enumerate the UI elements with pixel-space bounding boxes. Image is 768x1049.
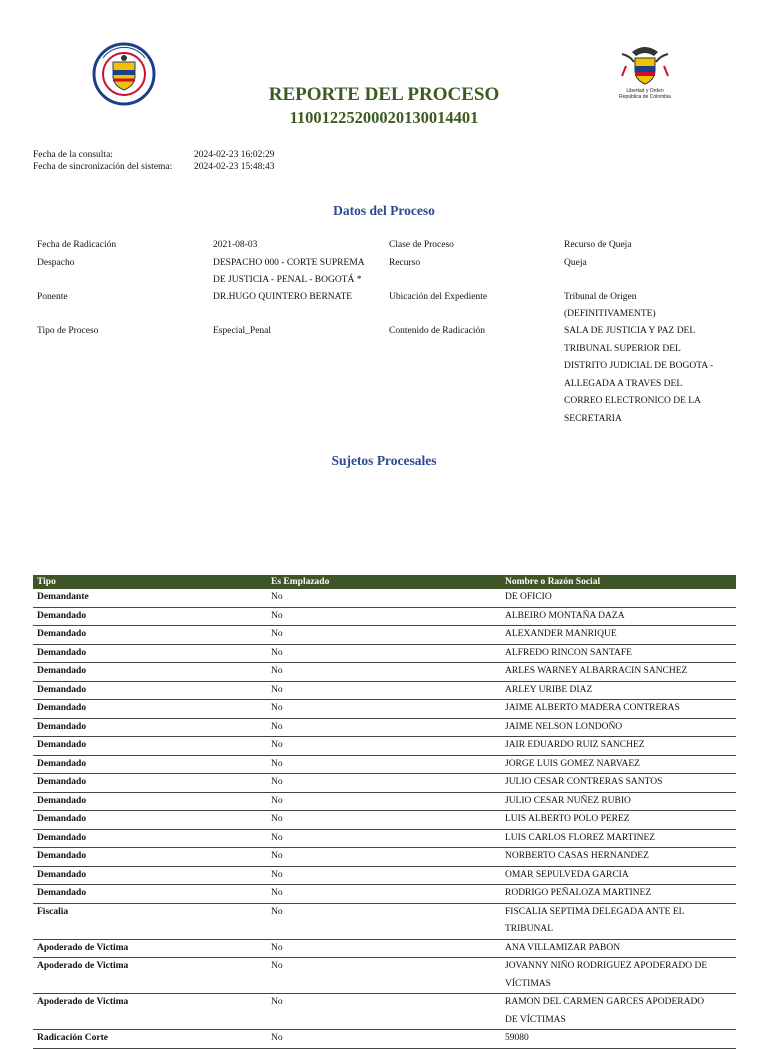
cell-tipo: Demandado — [33, 885, 267, 904]
cell-nombre — [501, 681, 736, 700]
nombre-line: VÍCTIMAS — [505, 978, 551, 989]
contenido-line-5: CORREO ELECTRONICO DE LA — [564, 396, 701, 406]
cell-tipo: Apoderado de Victima — [33, 958, 267, 994]
fecha-radicacion-label: Fecha de Radicación — [37, 240, 117, 250]
cell-tipo: Demandado — [33, 644, 267, 663]
cell-tipo: Demandado — [33, 700, 267, 719]
cell-tipo: Fiscalia — [33, 903, 267, 939]
table-row — [33, 700, 736, 719]
nombre-line: JORGE LUIS GOMEZ NARVAEZ — [505, 758, 640, 769]
cell-emplazado: No — [267, 866, 501, 885]
contenido-label: Contenido de Radicación — [389, 326, 486, 336]
cell-emplazado: No — [267, 958, 501, 994]
nombre-line: JAIR EDUARDO RUIZ SANCHEZ — [505, 740, 645, 750]
nombre-line: OMAR SEPULVEDA GARCIA — [505, 869, 629, 880]
table-row — [33, 811, 736, 830]
ubicacion-line-2: (DEFINITIVAMENTE) — [564, 309, 656, 319]
cell-nombre — [501, 589, 736, 607]
nombre-line: FISCALIA SEPTIMA DELEGADA ANTE EL — [505, 906, 685, 917]
clase-value: Recurso de Queja — [564, 240, 632, 250]
cell-emplazado: No — [267, 939, 501, 958]
tipo-proceso-value: Especial_Penal — [213, 326, 272, 336]
cell-emplazado: No — [267, 700, 501, 719]
datos-section-title: Datos del Proceso — [333, 203, 435, 218]
cell-nombre — [501, 755, 736, 774]
table-row — [33, 792, 736, 811]
cell-nombre — [501, 607, 736, 626]
despacho-label: Despacho — [37, 258, 75, 268]
nombre-line: ALEXANDER MANRIQUE — [505, 629, 617, 639]
table-row — [33, 866, 736, 885]
table-row — [33, 681, 736, 700]
cell-tipo: Demandado — [33, 755, 267, 774]
nombre-line: ALBEIRO MONTAÑA DAZA — [505, 610, 625, 621]
nombre-line: ARLEY URIBE DIAZ — [505, 684, 593, 695]
cell-tipo: Demandado — [33, 866, 267, 885]
despacho-line-2: DE JUSTICIA - PENAL - BOGOTÁ * — [213, 275, 362, 285]
cell-emplazado: No — [267, 663, 501, 682]
cell-tipo: Demandado — [33, 848, 267, 867]
cell-tipo: Demandado — [33, 792, 267, 811]
cell-emplazado: No — [267, 718, 501, 737]
cell-emplazado: No — [267, 994, 501, 1030]
table-row — [33, 848, 736, 867]
table-row — [33, 718, 736, 737]
table-row — [33, 589, 736, 607]
cell-emplazado: No — [267, 681, 501, 700]
nombre-line: ANA VILLAMIZAR PABON — [505, 942, 621, 953]
cell-emplazado: No — [267, 848, 501, 867]
contenido-line-3: DISTRITO JUDICIAL DE BOGOTA - — [564, 361, 714, 371]
col-emplazado-header: Es Emplazado — [267, 575, 501, 589]
cell-nombre — [501, 903, 736, 939]
fecha-sync-value: 2024-02-23 15:48:43 — [194, 162, 275, 172]
cell-tipo: Demandado — [33, 718, 267, 737]
fecha-sync-row — [33, 161, 274, 173]
nombre-line: 59080 — [505, 1033, 529, 1043]
cell-nombre — [501, 644, 736, 663]
report-title: REPORTE DEL PROCESO — [268, 84, 500, 105]
cell-emplazado: No — [267, 774, 501, 793]
cell-emplazado: No — [267, 829, 501, 848]
table-row — [33, 939, 736, 958]
nombre-line: JULIO CESAR CONTRERAS SANTOS — [505, 777, 663, 787]
nombre-line: TRIBUNAL — [505, 924, 554, 934]
cell-tipo: Demandado — [33, 607, 267, 626]
ubicacion-label: Ubicación del Expediente — [389, 292, 488, 302]
col-nombre-header: Nombre o Razón Social — [501, 575, 736, 589]
table-row — [33, 755, 736, 774]
cell-nombre — [501, 700, 736, 719]
col-tipo-header: Tipo — [33, 575, 267, 589]
cell-emplazado: No — [267, 626, 501, 645]
contenido-line-4: ALLEGADA A TRAVES DEL — [564, 378, 683, 389]
sujetos-header-row — [33, 575, 736, 589]
table-row — [33, 958, 736, 994]
cell-tipo: Demandante — [33, 589, 267, 607]
cell-tipo: Demandado — [33, 681, 267, 700]
cell-emplazado: No — [267, 607, 501, 626]
cell-nombre — [501, 792, 736, 811]
table-row — [33, 626, 736, 645]
cell-emplazado: No — [267, 903, 501, 939]
table-row — [33, 885, 736, 904]
table-row — [33, 644, 736, 663]
cell-nombre — [501, 939, 736, 958]
sujetos-section-title: Sujetos Procesales — [331, 453, 437, 468]
table-row — [33, 994, 736, 1030]
cell-tipo: Radicación Corte — [33, 1030, 267, 1049]
table-row — [33, 737, 736, 756]
nombre-line: DE OFICIO — [505, 592, 552, 602]
process-number: 11001225200020130014401 — [289, 108, 479, 127]
cell-emplazado: No — [267, 737, 501, 756]
ubicacion-line-1: Tribunal de Origen — [564, 292, 637, 302]
fecha-consulta-value: 2024-02-23 16:02:29 — [194, 150, 275, 160]
cell-nombre — [501, 958, 736, 994]
contenido-line-1: SALA DE JUSTICIA Y PAZ DEL — [564, 326, 696, 336]
cell-nombre — [501, 811, 736, 830]
table-row — [33, 829, 736, 848]
table-row — [33, 607, 736, 626]
cell-emplazado: No — [267, 589, 501, 607]
fecha-sync-label: Fecha de sincronización del sistema: — [33, 162, 173, 172]
recurso-value: Queja — [564, 258, 587, 268]
cell-nombre — [501, 663, 736, 682]
contenido-line-6: SECRETARIA — [564, 413, 622, 424]
cell-emplazado: No — [267, 885, 501, 904]
nombre-line: JOVANNY NIÑO RODRIGUEZ APODERADO DE — [505, 961, 708, 971]
cell-emplazado: No — [267, 792, 501, 811]
cell-nombre — [501, 829, 736, 848]
nombre-line: JULIO CESAR NUÑEZ RUBIO — [505, 795, 631, 806]
ponente-value: DR.HUGO QUINTERO BERNATE — [213, 292, 353, 302]
nombre-line: RODRIGO PEÑALOZA MARTINEZ — [505, 888, 652, 898]
cell-nombre — [501, 885, 736, 904]
cell-tipo: Demandado — [33, 811, 267, 830]
table-row — [33, 663, 736, 682]
fecha-radicacion-value: 2021-08-03 — [213, 240, 258, 250]
fecha-consulta-label: Fecha de la consulta: — [33, 150, 113, 160]
cell-nombre — [501, 866, 736, 885]
cell-emplazado: No — [267, 644, 501, 663]
ponente-label: Ponente — [37, 292, 68, 302]
cell-nombre — [501, 718, 736, 737]
cell-nombre — [501, 848, 736, 867]
nombre-line: DE VÍCTIMAS — [505, 1014, 566, 1025]
contenido-line-2: TRIBUNAL SUPERIOR DEL — [564, 343, 681, 354]
nombre-line: RAMON DEL CARMEN GARCES APODERADO — [505, 997, 705, 1007]
cell-emplazado: No — [267, 1030, 501, 1049]
cell-tipo: Apoderado de Victima — [33, 939, 267, 958]
table-row — [33, 1030, 736, 1049]
cell-nombre — [501, 994, 736, 1030]
clase-label: Clase de Proceso — [389, 240, 454, 250]
nombre-line: JAIME NELSON LONDOÑO — [505, 721, 623, 732]
nombre-line: ALFREDO RINCON SANTAFE — [505, 647, 632, 658]
cell-tipo: Demandado — [33, 737, 267, 756]
cell-tipo: Demandado — [33, 829, 267, 848]
nombre-line: LUIS ALBERTO POLO PEREZ — [505, 814, 630, 824]
cell-tipo: Demandado — [33, 774, 267, 793]
cell-emplazado: No — [267, 811, 501, 830]
fecha-consulta-row — [33, 149, 274, 161]
tipo-proceso-label: Tipo de Proceso — [37, 326, 99, 336]
cell-tipo: Apoderado de Victima — [33, 994, 267, 1030]
cell-nombre — [501, 626, 736, 645]
nombre-line: JAIME ALBERTO MADERA CONTRERAS — [505, 703, 680, 713]
table-row — [33, 903, 736, 939]
recurso-label: Recurso — [389, 258, 421, 268]
cell-tipo: Demandado — [33, 663, 267, 682]
right-logo-caption-2: República de Colombia — [619, 94, 671, 100]
right-logo-caption-1: Libertad y Orden — [626, 88, 664, 94]
cell-nombre — [501, 1030, 736, 1049]
cell-emplazado: No — [267, 755, 501, 774]
nombre-line: ARLES WARNEY ALBARRACIN SANCHEZ — [505, 666, 688, 676]
sujetos-table — [33, 575, 736, 1049]
despacho-line-1: DESPACHO 000 - CORTE SUPREMA — [213, 258, 365, 268]
cell-tipo: Demandado — [33, 626, 267, 645]
nombre-line: LUIS CARLOS FLOREZ MARTINEZ — [505, 832, 656, 843]
table-row — [33, 774, 736, 793]
cell-nombre — [501, 774, 736, 793]
cell-nombre — [501, 737, 736, 756]
nombre-line: NORBERTO CASAS HERNANDEZ — [505, 851, 649, 861]
